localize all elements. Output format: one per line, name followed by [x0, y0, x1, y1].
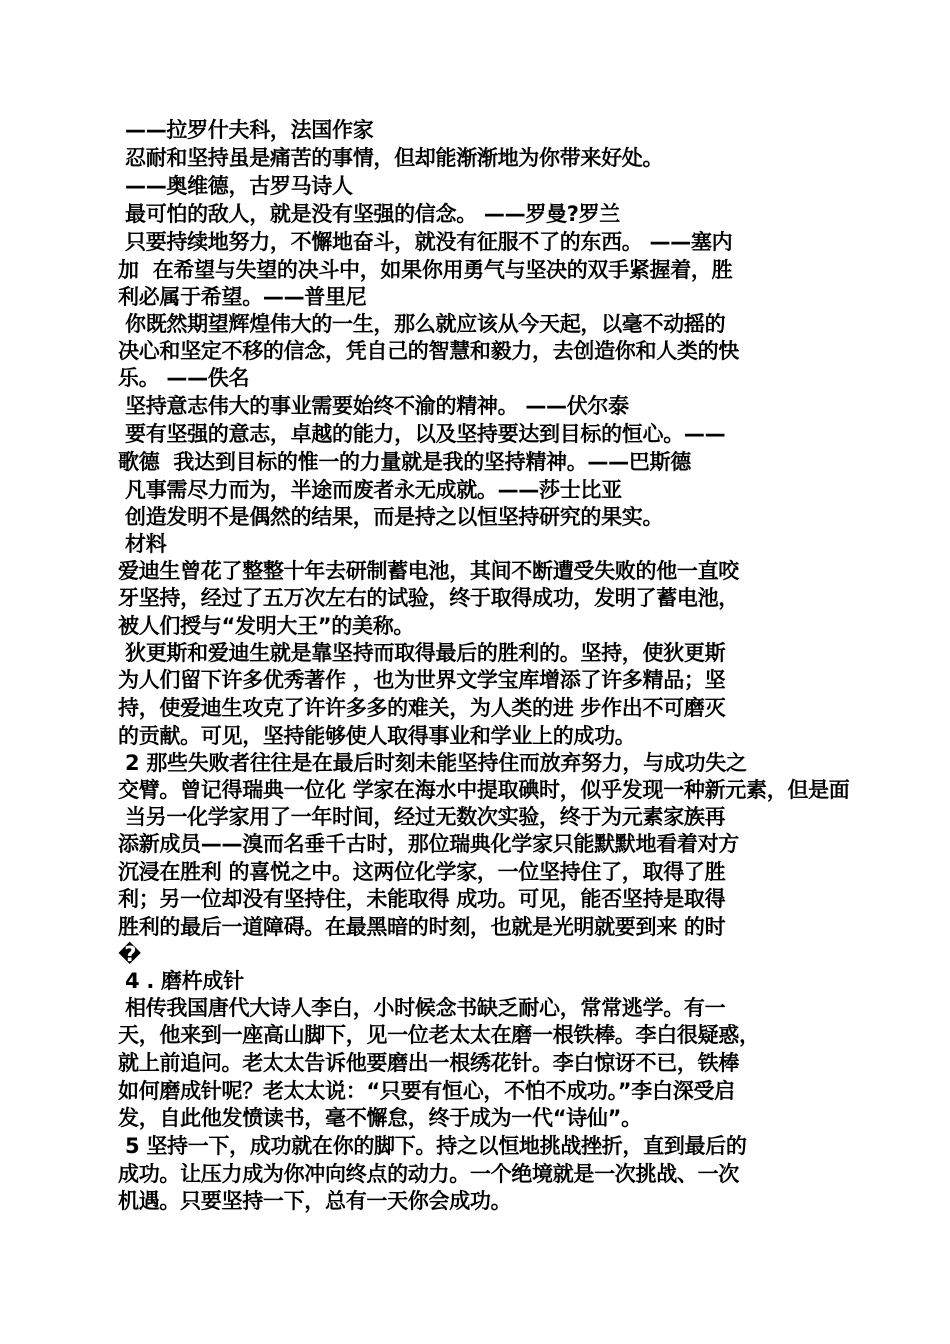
- text-line: 4 . 磨杵成针: [118, 969, 244, 993]
- text-line: 胜利的最后一道障碍。在最黑暗的时刻，也就是光明就要到来 的时: [118, 915, 726, 939]
- text-line: 决心和坚定不移的信念，凭自己的智慧和毅力，去创造你和人类的快: [118, 339, 739, 363]
- text-line: 凡事需尽力而为，半途而废者永无成就。——莎士比亚: [118, 478, 622, 502]
- text-line: 沉浸在胜利 的喜悦之中。这两位化学家，一位坚持住了，取得了胜: [118, 860, 726, 884]
- text-line: 天，他来到一座高山脚下，见一位老太太在磨一根铁棒。李白很疑惑，: [118, 1023, 760, 1047]
- text-line: 你既然期望辉煌伟大的一生，那么就应该从今天起，以毫不动摇的: [118, 312, 726, 336]
- text-line: 狄更斯和爱迪生就是靠坚持而取得最后的胜利的。坚持，使狄更斯: [118, 641, 726, 665]
- text-line: 2 那些失败者往往是在最后时刻未能坚持住而放弃努力，与成功失之: [118, 751, 747, 775]
- text-line: 加 在希望与失望的决斗中，如果你用勇气与坚决的双手紧握着，胜: [118, 258, 733, 282]
- text-line: 当另一化学家用了一年时间，经过无数次实验，终于为元素家族再: [118, 805, 726, 829]
- text-line: 成功。让压力成为你冲向终点的动力。一个绝境就是一次挑战、一次: [118, 1162, 739, 1186]
- text-line: 要有坚强的意志，卓越的能力，以及坚持要达到目标的恒心。——: [118, 422, 726, 446]
- text-line: 5 坚持一下，成功就在你的脚下。持之以恒地挑战挫折，直到最后的: [118, 1134, 747, 1158]
- text-line: 相传我国唐代大诗人李白，小时候念书缺乏耐心，常常逃学。有一: [118, 996, 726, 1020]
- text-line: 牙坚持，经过了五万次左右的试验，终于取得成功，发明了蓄电池，: [118, 586, 739, 610]
- text-line: 只要持续地努力，不懈地奋斗，就没有征服不了的东西。 ——塞内: [118, 230, 733, 254]
- text-line: 乐。 ——佚名: [118, 366, 250, 390]
- text-line: 忍耐和坚持虽是痛苦的事情，但却能渐渐地为你带来好处。: [118, 146, 664, 170]
- text-line: 利必属于希望。——普里尼: [118, 285, 367, 309]
- text-line: 被人们授与“发明大王”的美称。: [118, 614, 415, 638]
- text-line: 为人们留下许多优秀著作 ，也为世界文学宝库增添了许多精品；坚: [118, 668, 726, 692]
- text-line: 最可怕的敌人，就是没有坚强的信念。 ——罗曼?罗兰: [118, 202, 621, 226]
- text-line: ——奥维德，古罗马诗人: [118, 174, 353, 198]
- text-line: 发，自此他发愤读书，毫不懈怠，终于成为一代“诗仙”。: [118, 1106, 642, 1130]
- text-line: �: [118, 942, 142, 966]
- text-line: 交臂。曾记得瑞典一位化 学家在海水中提取碘时，似乎发现一种新元素，但是面: [118, 778, 850, 802]
- text-line: 利；另一位却没有坚持住，未能取得 成功。可见，能否坚持是取得: [118, 887, 726, 911]
- text-line: 爱迪生曾花了整整十年去研制蓄电池，其间不断遭受失败的他一直咬: [118, 559, 739, 583]
- text-line: 歌德 我达到目标的惟一的力量就是我的坚持精神。——巴斯德: [118, 450, 691, 474]
- text-line: 材料: [118, 532, 167, 556]
- text-line: 就上前追问。老太太告诉他要磨出一根绣花针。李白惊讶不已，铁棒: [118, 1051, 739, 1075]
- text-line: 机遇。只要坚持一下，总有一天你会成功。: [118, 1189, 512, 1213]
- text-line: 坚持意志伟大的事业需要始终不渝的精神。 ——伏尔泰: [118, 394, 629, 418]
- text-line: 添新成员——溴而名垂千古时，那位瑞典化学家只能默默地看着对方: [118, 832, 739, 856]
- text-line: 的贡献。可见，坚持能够使人取得事业和学业上的成功。: [118, 724, 636, 748]
- text-line: ——拉罗什夫科，法国作家: [118, 118, 374, 142]
- text-line: 创造发明不是偶然的结果，而是持之以恒坚持研究的果实。: [118, 505, 664, 529]
- text-line: 持，使爱迪生攻克了许许多多的难关，为人类的进 步作出不可磨灭: [118, 696, 726, 720]
- text-line: 如何磨成针呢？老太太说：“只要有恒心，不怕不成功。”李白深受启: [118, 1079, 735, 1103]
